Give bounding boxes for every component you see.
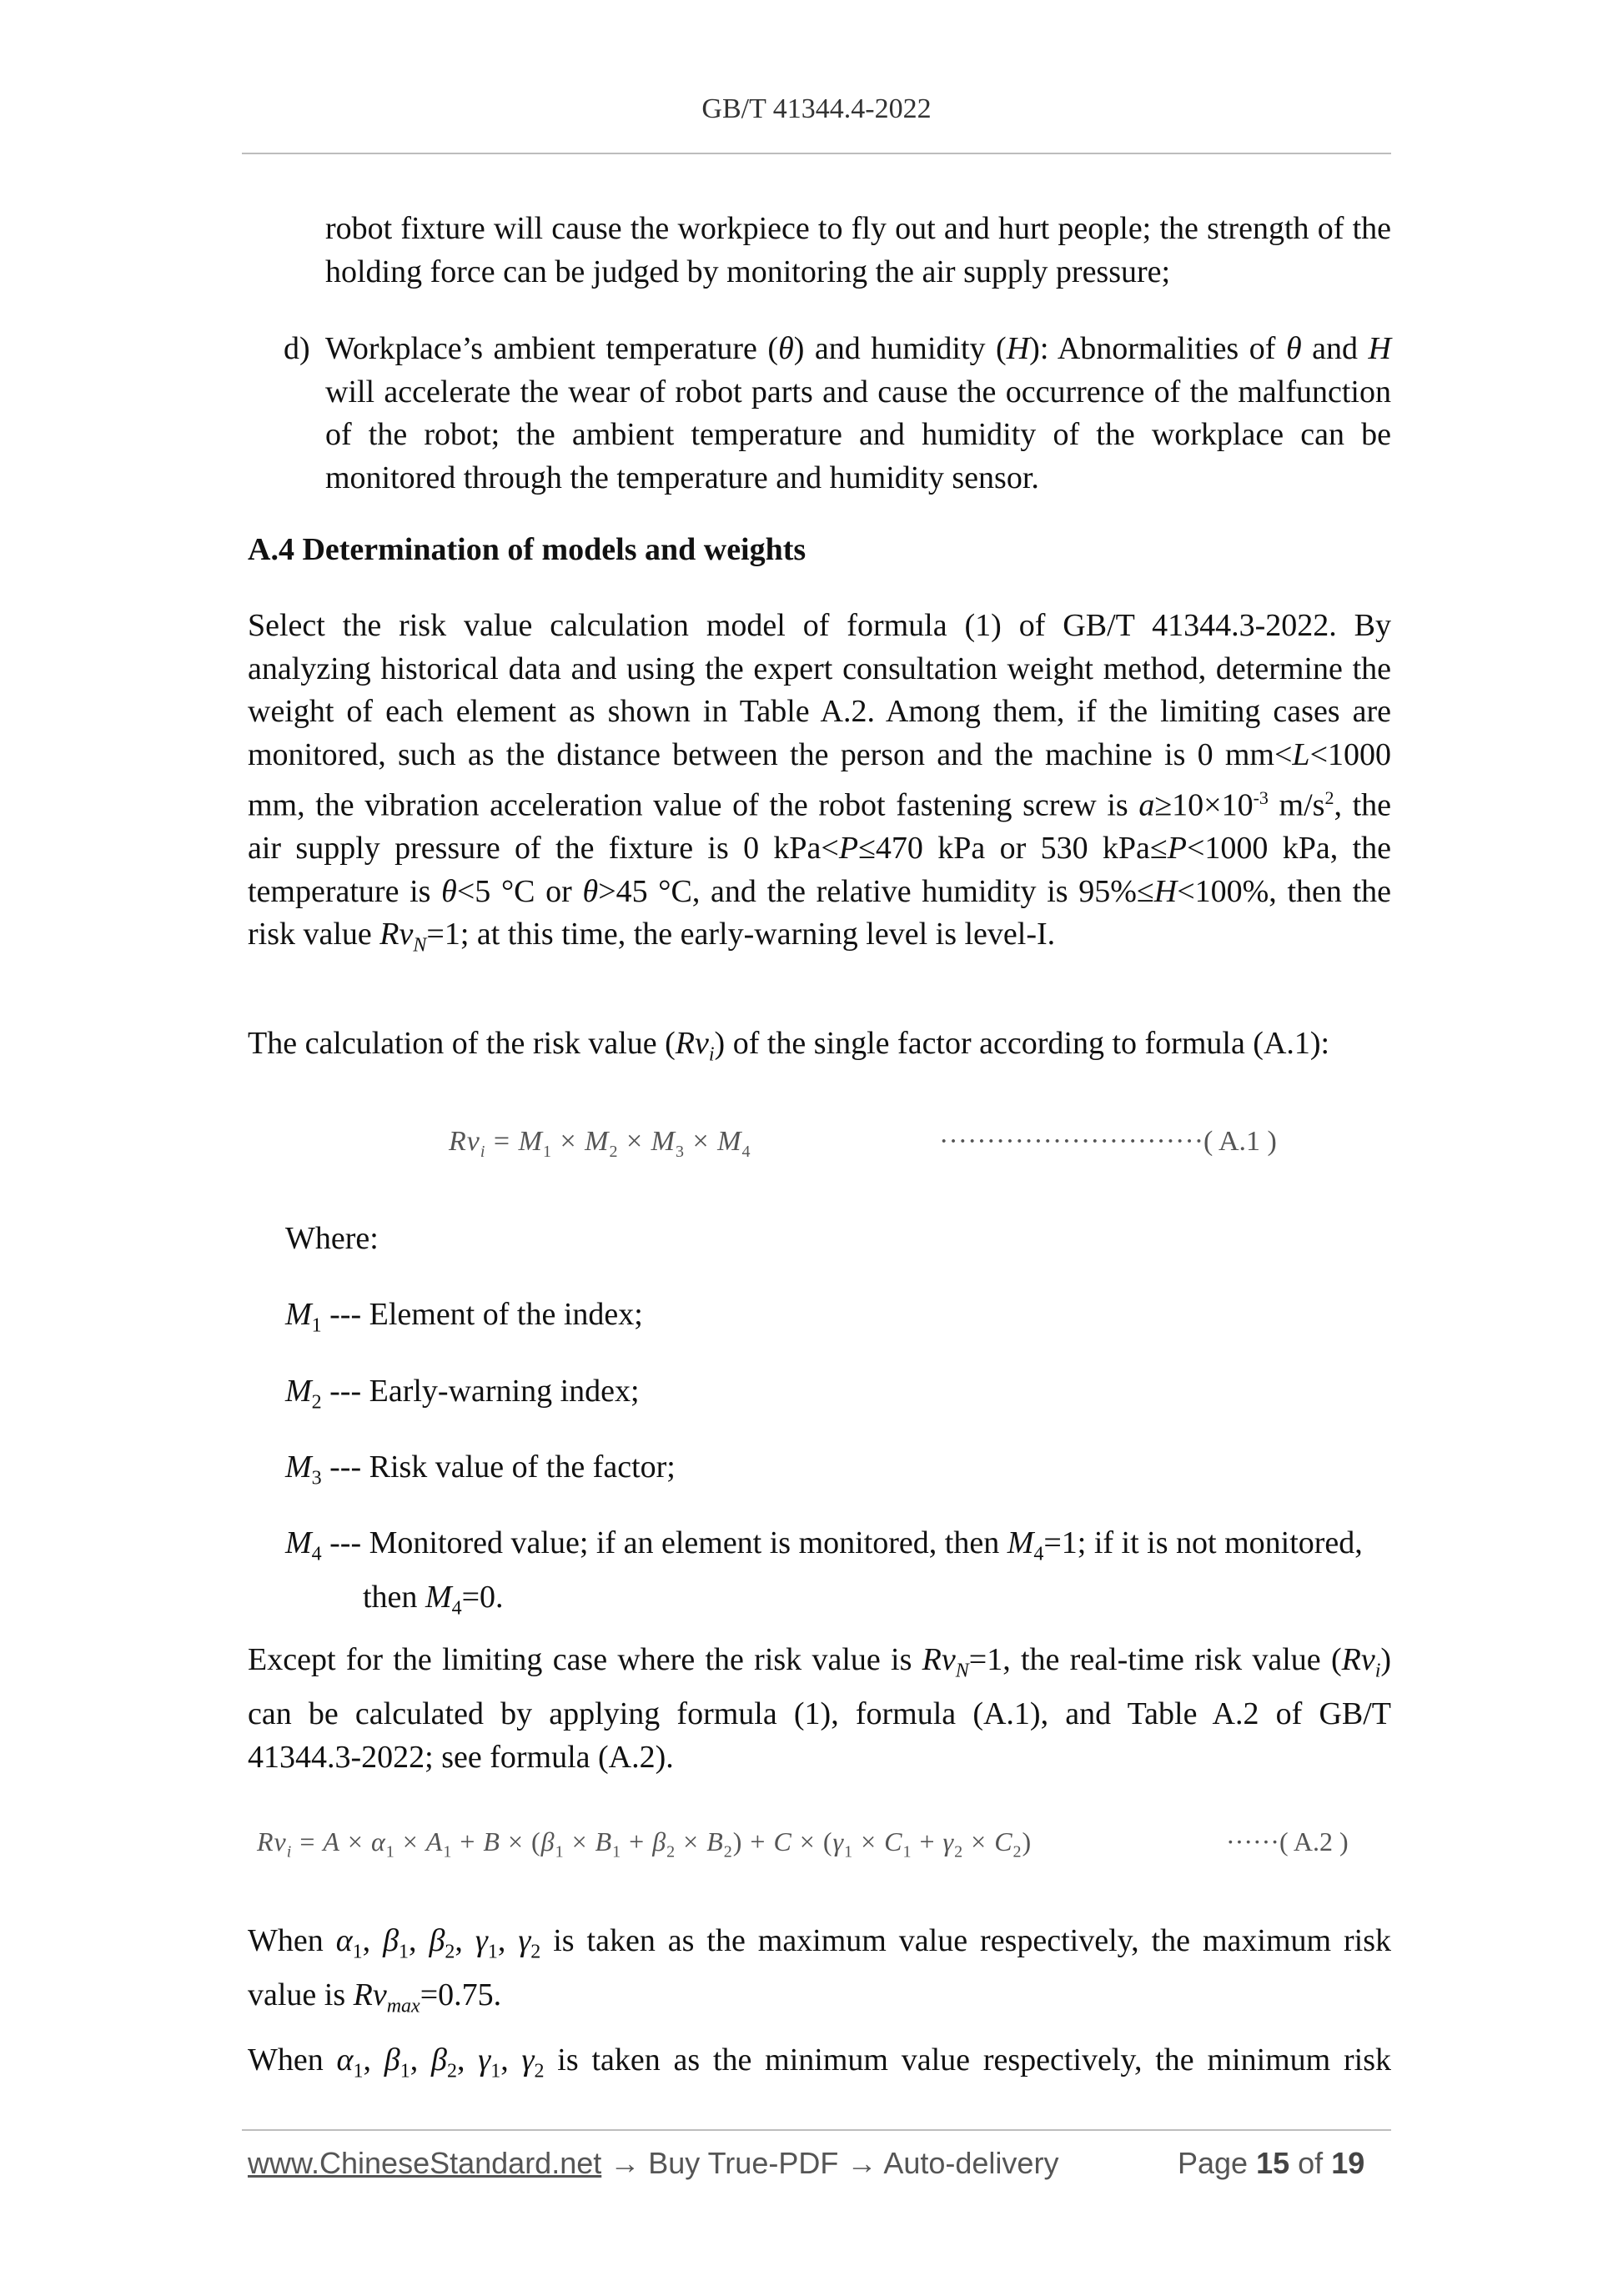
paragraph-single-factor: The calculation of the risk value $(Rv_i)$ of the single factor according to formula (A.1): — [248, 1026, 1330, 1066]
item-d-text: Workplace’s ambient temperature (θ) and humidity (H): Abnormalities of θ and H will accelerate the wear of robot parts and cause the occurrence of the malfunction of the robot; the ambient temperature and humidity of the workplace can be monitored through the temperature and humidity sensor. — [325, 331, 1391, 495]
footer-tagline: → Buy True-PDF → Auto-delivery — [610, 2146, 1059, 2180]
header-rule — [242, 153, 1391, 154]
formula-a2-expression: $Rv_i = A \times \alpha_1 \times A_1 + B \times (\beta_1 \times B_1 + \beta_2 \times B_2) + C \times (\gamma_1 \times C_1 + \gamma_2 \times C_2)$ — [257, 1826, 1033, 1861]
formula-a2-reference: ······( A.2 ) — [1226, 1826, 1349, 1856]
footer-site-link[interactable]: www.ChineseStandard.net — [248, 2146, 602, 2180]
footer-page-number: Page 15 of 19 — [1178, 2146, 1365, 2180]
paragraph-real-time-risk: Except for the limiting case where the risk value is $Rv_N=1$, the real-time risk value $(Rv_i)$ can be calculated by applying formula (1), formula (A.1), and Table A.2 of GB/T 41344.3-2022; see formula (A.2). — [248, 1642, 1392, 1775]
total-pages: 19 — [1331, 2146, 1365, 2180]
paragraph-model-selection: Select the risk value calculation model of formula (1) of GB/T 41344.3-2022. By analyzing historical data and using the expert consultation weight method, determine the weight of each element as shown in Table A.2. Among them, if the limiting cases are monitored, such as the distance between the person and the machine is 0 mm<L<1000 mm, the vibration acceleration value of the robot fastening screw is $a\ge 10\times 10^{-3}$ $m/s^2$, the air supply pressure of the fixture is 0 kPa<P≤470 kPa or 530 kPa≤P<1000 kPa, the temperature is θ<5 °C or θ>45 °C, and the relative humidity is 95%≤H<100%, then the risk value $Rv_N=1$; at this time, the early-warning level is level-I. — [248, 608, 1392, 957]
definition-m4: $M_4$ --- Monitored value; if an element is monitored, then $M_4=1$; if it is not monitored, then $M_4=0$. — [285, 1525, 1363, 1620]
where-label: Where: — [285, 1221, 379, 1256]
current-page: 15 — [1256, 2146, 1290, 2180]
definition-m2: $M_2$ --- Early-warning index; — [285, 1374, 640, 1414]
item-c-continuation: robot fixture will cause the workpiece to fly out and hurt people; the strength of the holding force can be judged by monitoring the air supply pressure; — [325, 211, 1391, 289]
footer-left — [248, 2146, 1058, 2181]
footer-rule — [242, 2129, 1391, 2131]
paragraph-min-risk: When $\alpha_1$, $\beta_1$, $\beta_2$, $\gamma_1$, $\gamma_2$ is taken as the minimum value respectively, the minimum risk — [248, 2042, 1392, 2082]
paragraph-max-risk: When $\alpha_1$, $\beta_1$, $\beta_2$, $\gamma_1$, $\gamma_2$ is taken as the maximum value respectively, the maximum risk value is $Rv_{max}=0.75$. — [248, 1923, 1392, 2017]
formula-a1-expression: $Rv_i = M_1 \times M_2 \times M_3 \times M_4$ — [449, 1126, 751, 1161]
page-header-title: GB/T 41344.4-2022 — [701, 93, 932, 124]
section-heading: A.4 Determination of models and weights — [248, 532, 806, 567]
definition-m3: $M_3$ --- Risk value of the factor; — [285, 1449, 676, 1490]
definition-m1: $M_1$ --- Element of the index; — [285, 1297, 643, 1337]
item-d-marker: d) — [284, 331, 310, 366]
formula-a1-reference: ····························( A.1 ) — [939, 1126, 1277, 1157]
